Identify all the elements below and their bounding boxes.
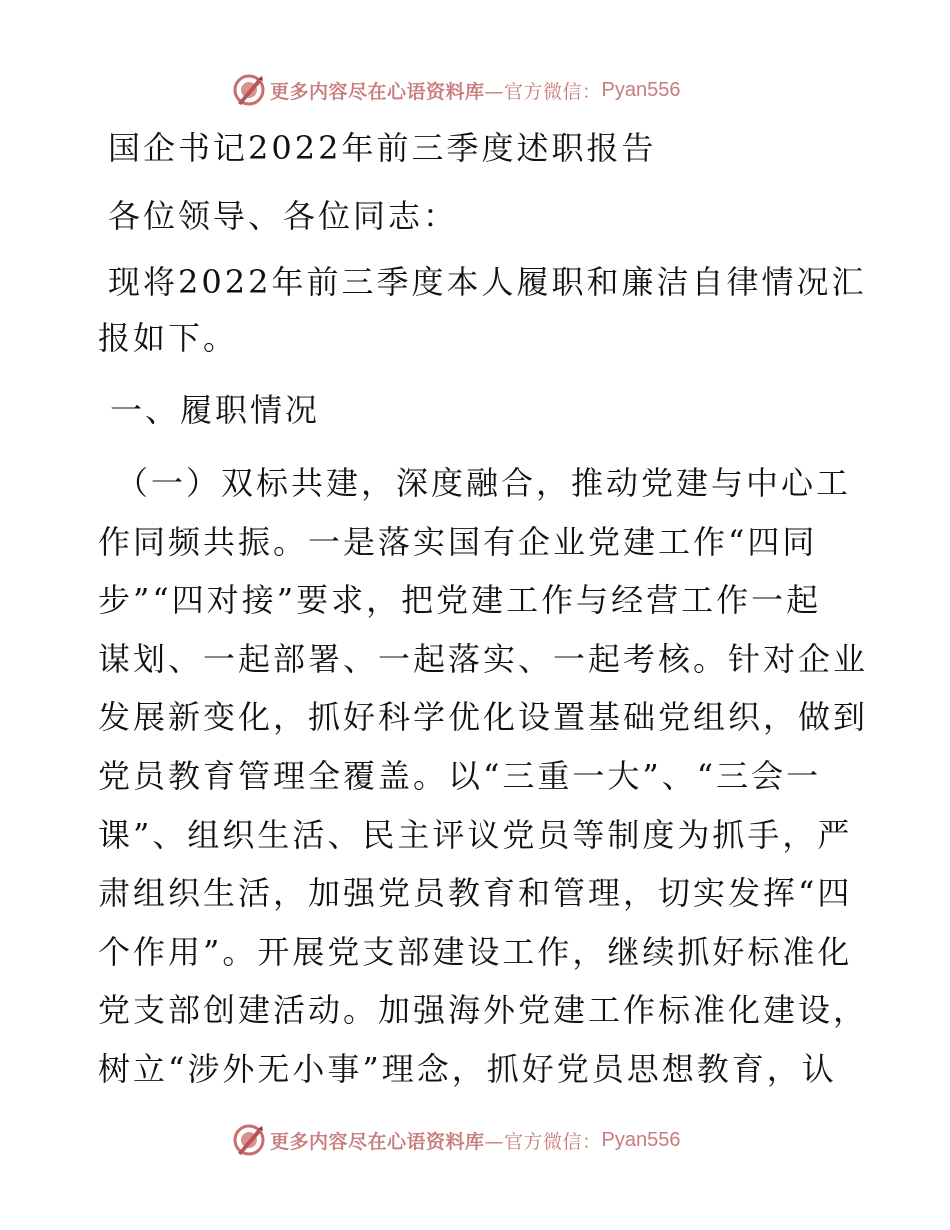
pen-circle-logo-icon [232, 1123, 266, 1157]
salutation: 各位领导、各位同志： [108, 197, 459, 235]
watermark-handle-text: Pyan556 [601, 78, 681, 101]
body-line: 课”、组织生活、民主评议党员等制度为抓手，严 [98, 815, 853, 854]
body-line: （一）双标共建，深度融合，推动党建与中心工 [116, 464, 852, 502]
watermark-brand-text: 更多内容尽在心语资料库 [270, 1130, 485, 1153]
watermark-handle-text: Pyan556 [601, 1128, 681, 1151]
section-heading: 一、履职情况 [110, 391, 321, 429]
watermark-official-text: —官方微信： [484, 1130, 602, 1153]
body-line: 个作用”。开展党支部建设工作，继续抓好标准化 [98, 932, 853, 971]
body-paragraph [98, 454, 869, 1099]
watermark-brand-text: 更多内容尽在心语资料库 [270, 80, 485, 103]
body-line: 步”“四对接”要求，把党建工作与经营工作一起 [98, 581, 822, 620]
intro-paragraph [98, 254, 867, 366]
pen-circle-logo-icon [232, 73, 266, 107]
document-title: 国企书记2022年前三季度述职报告 [108, 129, 657, 167]
body-line: 党员教育管理全覆盖。以“三重一大”、“三会一 [98, 756, 822, 795]
intro-line: 现将2022年前三季度本人履职和廉洁自律情况汇 [108, 263, 867, 301]
document-body [98, 120, 869, 1099]
body-line: 谋划、一起部署、一起落实、一起考核。针对企业 [98, 639, 869, 678]
intro-line: 报如下。 [98, 319, 239, 357]
body-line: 作同频共振。一是落实国有企业党建工作“四同 [98, 522, 818, 561]
footer-watermark [232, 1122, 681, 1158]
body-line: 肃组织生活，加强党员教育和管理，切实发挥“四 [98, 874, 853, 913]
body-line: 党支部创建活动。加强海外党建工作标准化建设， [98, 991, 869, 1030]
body-line: 发展新变化，抓好科学优化设置基础党组织，做到 [98, 698, 869, 737]
body-line: 树立“涉外无小事”理念，抓好党员思想教育，认 [98, 1049, 837, 1088]
header-watermark [232, 72, 681, 108]
watermark-official-text: —官方微信： [484, 80, 602, 103]
